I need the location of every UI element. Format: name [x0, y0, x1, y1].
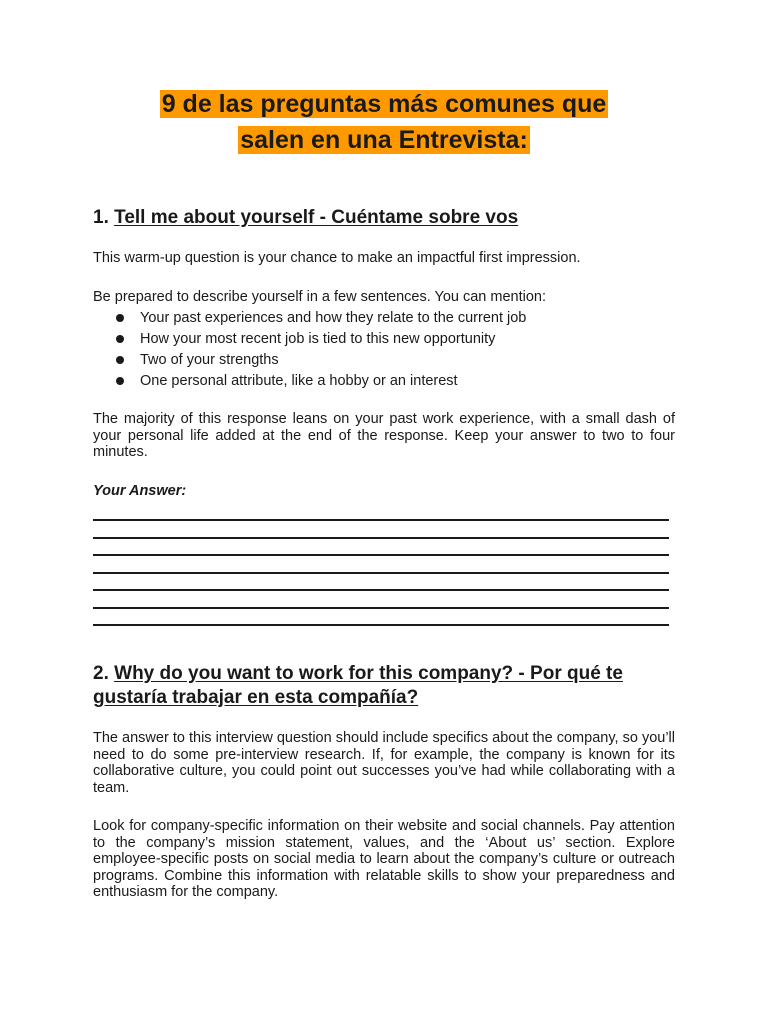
answer-line[interactable]: [93, 537, 669, 539]
section-1-intro: This warm-up question is your chance to make an impactful first impression.: [93, 250, 581, 266]
title-line-1: 9 de las preguntas más comunes que: [161, 90, 607, 118]
section-1-title: Tell me about yourself - Cuéntame sobre vos: [114, 207, 519, 228]
answer-line[interactable]: [93, 589, 669, 591]
section-1-closing: The majority of this response leans on your past work experience, with a small dash of your personal life added at the end of the response. Keep your answer to two to four minutes.: [93, 411, 675, 460]
section-1-heading: [93, 206, 675, 230]
section-2-paragraph-2: Look for company-specific information on their website and social channels. Pay attention to the company’s mission statement, values, and the ‘About us’ section. Explore employee-specific posts on social media to learn about the company’s culture or outreach programs. Combine this information with relatable skills to show your preparedness and enthusiasm for the company.: [93, 818, 675, 900]
section-1-lead: Be prepared to describe yourself in a few sentences. You can mention:: [93, 289, 547, 305]
answer-line[interactable]: [93, 624, 669, 626]
list-item: One personal attribute, like a hobby or an interest: [93, 371, 675, 392]
section-2-heading: [93, 662, 675, 710]
section-1-number: 1.: [93, 207, 109, 228]
answer-lines[interactable]: [93, 519, 669, 642]
list-item: How your most recent job is tied to this new opportunity: [93, 329, 675, 350]
section-2-number: 2.: [93, 663, 109, 684]
answer-line[interactable]: [93, 607, 669, 609]
answer-label: Your Answer:: [93, 483, 187, 499]
answer-line[interactable]: [93, 519, 669, 521]
list-item: Your past experiences and how they relate to the current job: [93, 308, 675, 329]
answer-line[interactable]: [93, 572, 669, 574]
document-title: [93, 86, 675, 158]
section-2-paragraph-1: The answer to this interview question should include specifics about the company, so you’ll need to do some pre-interview research. If, for example, the company is known for its collaborative culture, you could point out successes you’ve had while collaborating with a team.: [93, 730, 675, 796]
title-line-2: salen en una Entrevista:: [240, 126, 528, 154]
section-2-title-line-1: Why do you want to work for this company? - Por qué te: [114, 663, 623, 684]
list-item: Two of your strengths: [93, 350, 675, 371]
answer-line[interactable]: [93, 554, 669, 556]
section-1-bullet-list: [93, 308, 675, 392]
section-2-title-line-2: gustaría trabajar en esta compañía?: [93, 687, 419, 708]
